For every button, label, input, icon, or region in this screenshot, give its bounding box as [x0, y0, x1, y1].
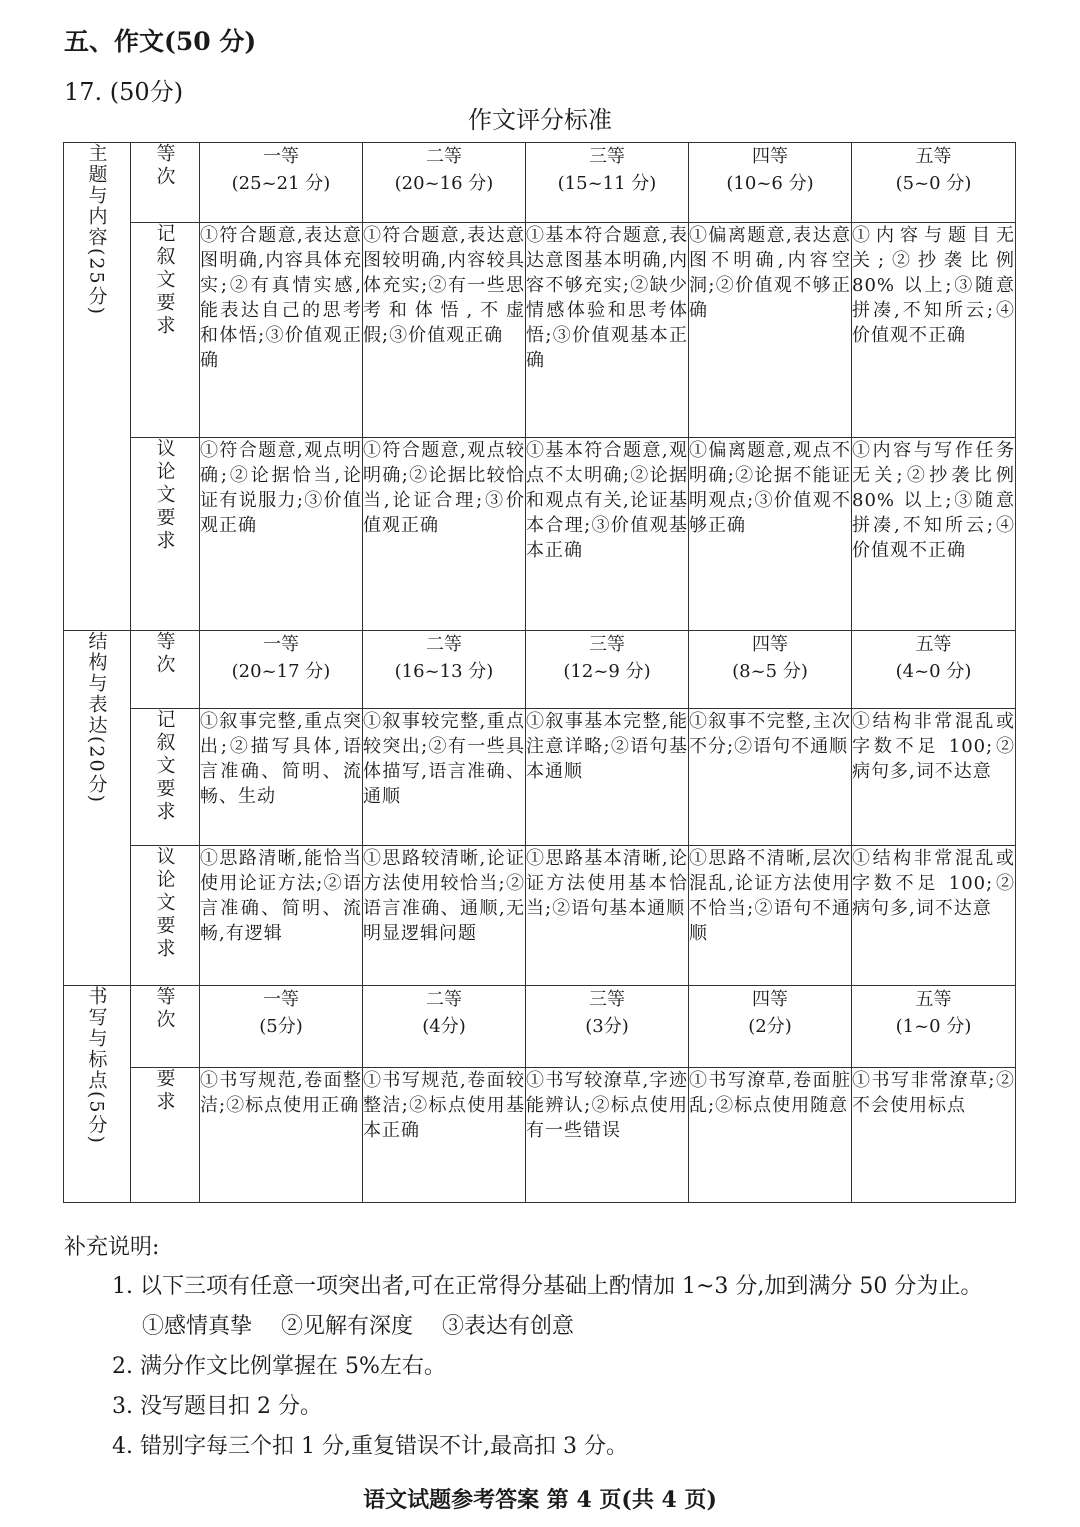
grade-header: 一等 (25~21 分) — [200, 143, 363, 223]
narrative-requirement-label: 记叙文要求 — [131, 223, 200, 438]
criteria-cell: ①书写非常潦草;②不会使用标点 — [852, 1068, 1016, 1203]
question-number: 17. (50分) — [64, 78, 184, 106]
note-item: 1. 以下三项有任意一项突出者,可在正常得分基础上酌情加 1~3 分,加到满分 50 分为止。 — [112, 1274, 983, 1299]
dimension-writing: 书写与标点(5分) — [64, 986, 131, 1203]
note-item: 3. 没写题目扣 2 分。 — [112, 1394, 322, 1419]
criteria-cell: ①叙事完整,重点突出;②描写具体,语言准确、简明、流畅、生动 — [200, 709, 363, 846]
grade-header: 四等 (2分) — [689, 986, 852, 1068]
criteria-cell: ①思路较清晰,论证方法使用较恰当;②语言准确、通顺,无明显逻辑问题 — [363, 846, 526, 986]
note-options — [112, 1307, 982, 1347]
criteria-cell: ①内容与题目无关;②抄袭比例 80% 以上;③随意拼凑,不知所云;④价值观不正确 — [852, 223, 1016, 438]
criteria-cell: ①书写规范,卷面较整洁;②标点使用基本正确 — [363, 1068, 526, 1203]
notes-title: 补充说明: — [64, 1235, 160, 1260]
grade-header: 一等 (20~17 分) — [200, 631, 363, 709]
structure-grade-row — [64, 631, 1016, 709]
dimension-structure: 结构与表达(20分) — [64, 631, 131, 986]
criteria-cell: ①基本符合题意,观点不太明确;②论据和观点有关,论证基本合理;③价值观基本正确 — [526, 438, 689, 631]
writing-requirement-row — [64, 1068, 1016, 1203]
argumentative-requirement-label: 议论文要求 — [131, 846, 200, 986]
criteria-cell: ①基本符合题意,表达意图基本明确,内容不够充实;②缺少情感体验和思考体悟;③价值观基本正确 — [526, 223, 689, 438]
grade-header: 三等 (15~11 分) — [526, 143, 689, 223]
grade-header: 五等 (1~0 分) — [852, 986, 1016, 1068]
grade-header: 四等 (8~5 分) — [689, 631, 852, 709]
criteria-cell: ①书写较潦草,字迹能辨认;②标点使用有一些错误 — [526, 1068, 689, 1203]
criteria-cell: ①思路基本清晰,论证方法使用基本恰当;②语句基本通顺 — [526, 846, 689, 986]
dimension-theme: 主题与内容(25分) — [64, 143, 131, 631]
grade-header: 五等 (5~0 分) — [852, 143, 1016, 223]
grade-label: 等次 — [131, 143, 200, 223]
criteria-cell: ①叙事较完整,重点较突出;②有一些具体描写,语言准确、通顺 — [363, 709, 526, 846]
rubric-table — [63, 142, 1016, 1203]
grade-label: 等次 — [131, 631, 200, 709]
grade-header: 四等 (10~6 分) — [689, 143, 852, 223]
option-item: ③表达有创意 — [442, 1314, 575, 1339]
grade-header: 二等 (4分) — [363, 986, 526, 1068]
option-item: ①感情真挚 — [142, 1314, 253, 1339]
criteria-cell: ①符合题意,观点较明确;②论据比较恰当,论证合理;③价值观正确 — [363, 438, 526, 631]
criteria-cell: ①结构非常混乱或字数不足 100;②病句多,词不达意 — [852, 846, 1016, 986]
structure-narrative-row — [64, 709, 1016, 846]
grade-header: 三等 (3分) — [526, 986, 689, 1068]
criteria-cell: ①书写规范,卷面整洁;②标点使用正确 — [200, 1068, 363, 1203]
argumentative-requirement-label: 议论文要求 — [131, 438, 200, 631]
criteria-cell: ①内容与写作任务无关;②抄袭比例 80% 以上;③随意拼凑,不知所云;④价值观不正确 — [852, 438, 1016, 631]
criteria-cell: ①书写潦草,卷面脏乱;②标点使用随意 — [689, 1068, 852, 1203]
criteria-cell: ①思路不清晰,层次混乱,论证方法使用不恰当;②语句不通顺 — [689, 846, 852, 986]
criteria-cell: ①符合题意,表达意图较明确,内容较具体充实;②有一些思考和体悟,不虚假;③价值观正确 — [363, 223, 526, 438]
section-title: 五、作文(50 分) — [64, 27, 257, 56]
criteria-cell: ①符合题意,表达意图明确,内容具体充实;②有真情实感,能表达自己的思考和体悟;③价值观正确 — [200, 223, 363, 438]
theme-grade-row — [64, 143, 1016, 223]
table-title: 作文评分标准 — [468, 106, 612, 134]
theme-narrative-row — [64, 223, 1016, 438]
grade-header: 二等 (20~16 分) — [363, 143, 526, 223]
requirement-label: 要求 — [131, 1068, 200, 1203]
option-item: ②见解有深度 — [281, 1314, 414, 1339]
grade-header: 一等 (5分) — [200, 986, 363, 1068]
grade-header: 二等 (16~13 分) — [363, 631, 526, 709]
note-item: 2. 满分作文比例掌握在 5%左右。 — [112, 1354, 446, 1379]
page-footer: 语文试题参考答案 第 4 页(共 4 页) — [363, 1487, 717, 1513]
criteria-cell: ①偏离题意,观点不明确;②论据不能证明观点;③价值观不够正确 — [689, 438, 852, 631]
criteria-cell: ①结构非常混乱或字数不足 100;②病句多,词不达意 — [852, 709, 1016, 846]
structure-argumentative-row — [64, 846, 1016, 986]
narrative-requirement-label: 记叙文要求 — [131, 709, 200, 846]
supplementary-notes — [112, 1267, 982, 1467]
criteria-cell: ①叙事基本完整,能注意详略;②语句基本通顺 — [526, 709, 689, 846]
theme-argumentative-row — [64, 438, 1016, 631]
criteria-cell: ①叙事不完整,主次不分;②语句不通顺 — [689, 709, 852, 846]
grade-label: 等次 — [131, 986, 200, 1068]
criteria-cell: ①符合题意,观点明确;②论据恰当,论证有说服力;③价值观正确 — [200, 438, 363, 631]
grade-header: 五等 (4~0 分) — [852, 631, 1016, 709]
note-item: 4. 错别字每三个扣 1 分,重复错误不计,最高扣 3 分。 — [112, 1434, 628, 1459]
criteria-cell: ①思路清晰,能恰当使用论证方法;②语言准确、简明、流畅,有逻辑 — [200, 846, 363, 986]
criteria-cell: ①偏离题意,表达意图不明确,内容空洞;②价值观不够正确 — [689, 223, 852, 438]
writing-grade-row — [64, 986, 1016, 1068]
grade-header: 三等 (12~9 分) — [526, 631, 689, 709]
